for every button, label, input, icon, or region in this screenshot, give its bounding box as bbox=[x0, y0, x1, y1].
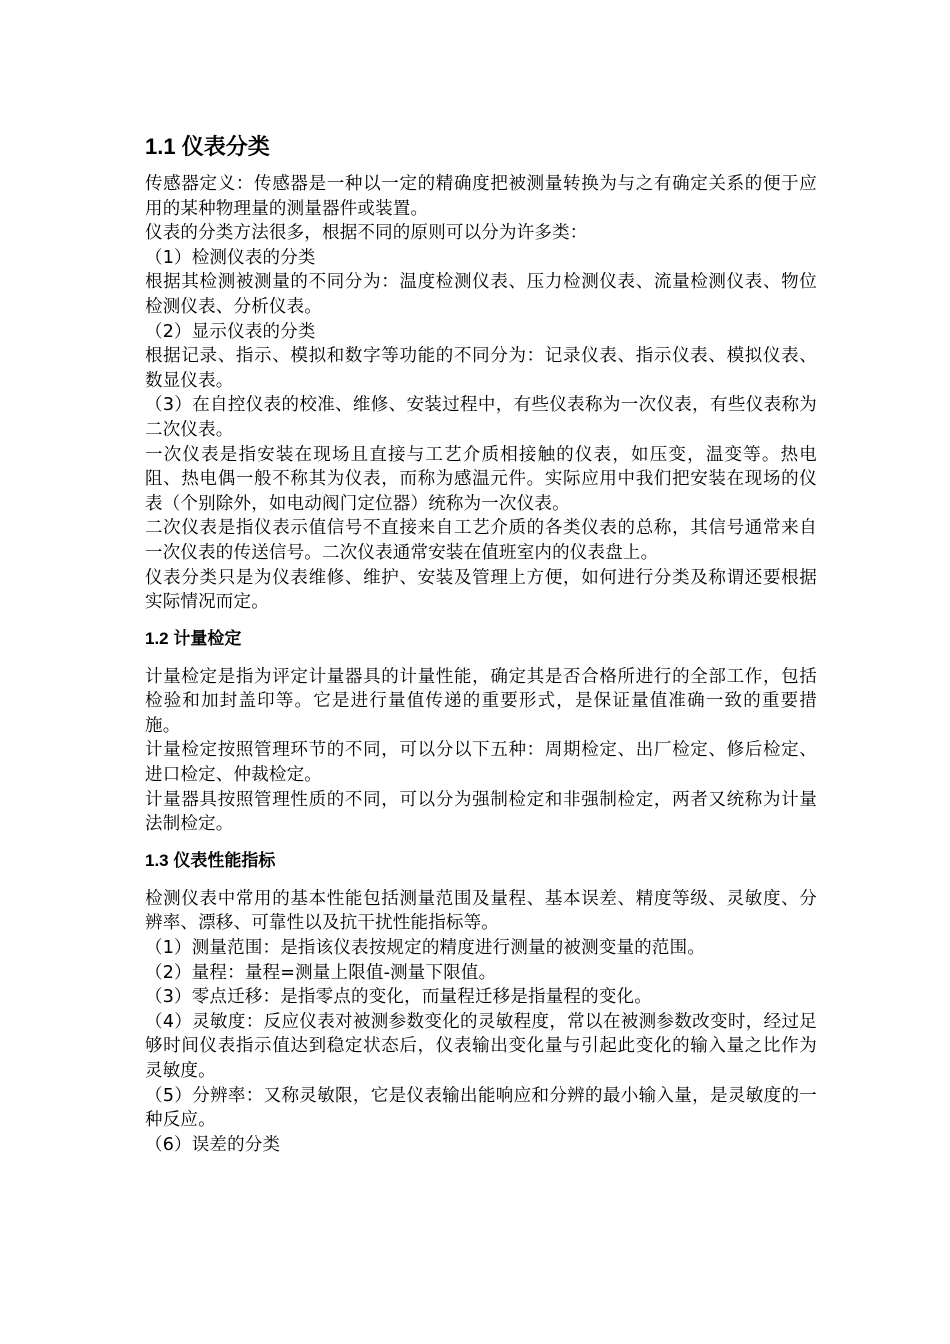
paragraph: 根据记录、指示、模拟和数字等功能的不同分为：记录仪表、指示仪表、模拟仪表、数显仪表。 bbox=[145, 346, 817, 391]
section-title-1-1: 1.1 仪表分类 bbox=[145, 134, 270, 159]
paragraph: 计量检定按照管理环节的不同，可以分以下五种：周期检定、出厂检定、修后检定、进口检定、仲裁检定。 bbox=[145, 740, 817, 786]
document-page bbox=[145, 132, 817, 1157]
section-title-1-2: 1.2 计量检定 bbox=[145, 628, 242, 648]
paragraph: 二次仪表是指仪表示值信号不直接来自工艺介质的各类仪表的总称，其信号通常来自一次仪表的传送信号。二次仪表通常安装在值班室内的仪表盘上。 bbox=[145, 518, 817, 563]
paragraph: 传感器定义：传感器是一种以一定的精确度把被测量转换为与之有确定关系的便于应用的某种物理量的测量器件或装置。 bbox=[145, 174, 817, 219]
list-item: （1）测量范围：是指该仪表按规定的精度进行测量的被测变量的范围。 bbox=[145, 938, 706, 959]
paragraph: 根据其检测被测量的不同分为：温度检测仪表、压力检测仪表、流量检测仪表、物位检测仪表、分析仪表。 bbox=[145, 272, 817, 317]
section-title-1-3: 1.3 仪表性能指标 bbox=[145, 850, 276, 870]
list-item: （3）在自控仪表的校准、维修、安装过程中，有些仪表称为一次仪表，有些仪表称为二次仪表。 bbox=[145, 395, 817, 440]
paragraph: 一次仪表是指安装在现场且直接与工艺介质相接触的仪表，如压变，温变等。热电阻、热电偶一般不称其为仪表，而称为感温元件。实际应用中我们把安装在现场的仪表（个别除外，如电动阀门定位器）统称为一次仪表。 bbox=[145, 444, 817, 514]
list-item: （1）检测仪表的分类 bbox=[145, 247, 316, 268]
list-item: （6）误差的分类 bbox=[145, 1134, 281, 1155]
list-item: （5）分辨率：又称灵敏限，它是仪表输出能响应和分辨的最小输入量，是灵敏度的一种反应。 bbox=[145, 1085, 817, 1131]
paragraph: 仪表分类只是为仪表维修、维护、安装及管理上方便，如何进行分类及称谓还要根据实际情况而定。 bbox=[145, 567, 817, 613]
paragraph: 计量检定是指为评定计量器具的计量性能，确定其是否合格所进行的全部工作，包括检验和加封盖印等。它是进行量值传递的重要形式，是保证量值准确一致的重要措施。 bbox=[145, 666, 817, 736]
paragraph: 检测仪表中常用的基本性能包括测量范围及量程、基本误差、精度等级、灵敏度、分辨率、漂移、可靠性以及抗干扰性能指标等。 bbox=[145, 888, 817, 934]
paragraph: 计量器具按照管理性质的不同，可以分为强制检定和非强制检定，两者又统称为计量法制检定。 bbox=[145, 789, 817, 835]
list-item: （4）灵敏度：反应仪表对被测参数变化的灵敏程度，常以在被测参数改变时，经过足够时间仪表指示值达到稳定状态后，仪表输出变化量与引起此变化的输入量之比作为灵敏度。 bbox=[145, 1011, 817, 1081]
list-item: （2）显示仪表的分类 bbox=[145, 321, 316, 342]
list-item: （3）零点迁移：是指零点的变化，而量程迁移是指量程的变化。 bbox=[145, 987, 652, 1008]
list-item: （2）量程：量程=测量上限值-测量下限值。 bbox=[145, 962, 497, 983]
paragraph: 仪表的分类方法很多，根据不同的原则可以分为许多类： bbox=[145, 223, 588, 244]
